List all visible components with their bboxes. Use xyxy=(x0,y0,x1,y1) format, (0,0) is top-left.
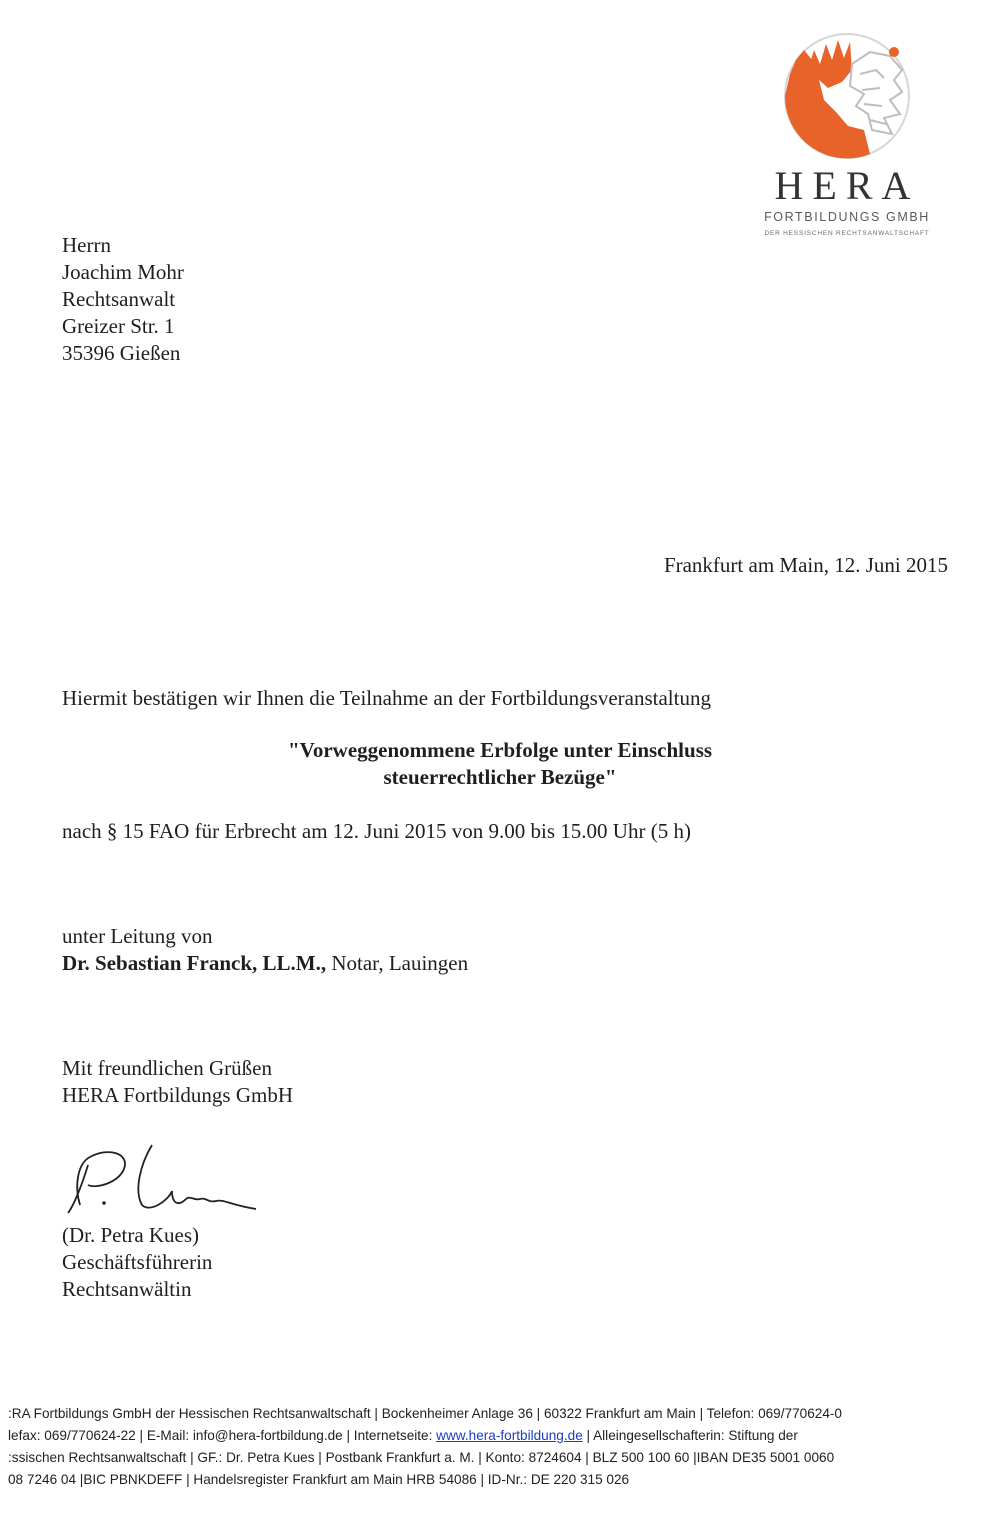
event-lead xyxy=(62,923,468,977)
footer-line-2-text: lefax: 069/770624-22 | E-Mail: info@hera-fortbildung.de | Internetseite: xyxy=(8,1428,437,1443)
event-details: nach § 15 FAO für Erbrecht am 12. Juni 2015 von 9.00 bis 15.00 Uhr (5 h) xyxy=(62,819,691,843)
logo-name: HERA xyxy=(774,163,920,208)
signer-role-2: Rechtsanwältin xyxy=(62,1277,192,1301)
footer-line-3: :ssischen Rechtsanwaltschaft | GF.: Dr. Petra Kues | Postbank Frankfurt a. M. | Konto: 8724604 | BLZ 500 100 60 |IBAN DE35 5001 0060 xyxy=(8,1450,835,1465)
handwritten-signature xyxy=(60,1135,270,1225)
closing-greeting: Mit freundlichen Grüßen xyxy=(62,1056,272,1080)
recipient-city: 35396 Gießen xyxy=(62,341,181,365)
recipient-name: Joachim Mohr xyxy=(62,260,184,284)
lead-name: Dr. Sebastian Franck, LL.M., xyxy=(62,951,327,975)
recipient-title: Rechtsanwalt xyxy=(62,287,176,311)
signer-name: (Dr. Petra Kues) xyxy=(62,1223,200,1247)
event-title xyxy=(0,737,1000,791)
signer-role-1: Geschäftsführerin xyxy=(62,1250,213,1274)
lead-role: Notar, Lauingen xyxy=(326,951,469,975)
signer-block xyxy=(62,1222,212,1303)
logo-tagline: DER HESSISCHEN RECHTSANWALTSCHAFT xyxy=(764,230,930,237)
footer-line-4: 08 7246 04 |BIC PBNKDEFF | Handelsregister Frankfurt am Main HRB 54086 | ID-Nr.: DE 220 315 026 xyxy=(8,1472,630,1487)
footer-line-1: :RA Fortbildungs GmbH der Hessischen Rechtsanwaltschaft | Bockenheimer Anlage 36 | 60322 Frankfurt am Main | Telefon: 069/770624-0 xyxy=(8,1406,842,1421)
letter-date: Frankfurt am Main, 12. Juni 2015 xyxy=(663,553,948,577)
closing-company: HERA Fortbildungs GmbH xyxy=(62,1083,294,1107)
recipient-street: Greizer Str. 1 xyxy=(62,314,175,338)
recipient-address xyxy=(62,232,184,367)
event-title-line1: "Vorweggenommene Erbfolge unter Einschluss xyxy=(287,738,713,762)
intro-text: Hiermit bestätigen wir Ihnen die Teilnahme an der Fortbildungsveranstaltung xyxy=(62,686,711,710)
company-logo xyxy=(752,30,942,245)
lead-line xyxy=(62,950,468,977)
lead-label: unter Leitung von xyxy=(62,924,213,948)
hera-eagle-logo-icon xyxy=(752,30,942,160)
event-title-line2: steuerrechtlicher Bezüge" xyxy=(383,765,617,789)
logo-subtitle: FORTBILDUNGS GMBH xyxy=(764,210,930,224)
closing-block xyxy=(62,1055,293,1109)
letter-footer xyxy=(8,1403,998,1491)
footer-line-2 xyxy=(8,1425,998,1447)
recipient-salutation: Herrn xyxy=(62,233,111,257)
footer-line-2-rest: | Alleingesellschafterin: Stiftung der xyxy=(582,1428,798,1443)
website-link[interactable]: www.hera-fortbildung.de xyxy=(436,1428,583,1443)
